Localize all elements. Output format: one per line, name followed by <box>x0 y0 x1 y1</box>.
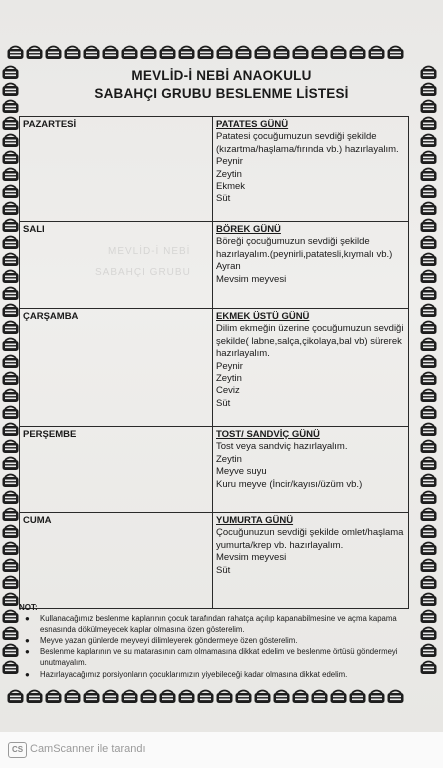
lunchbox-icon <box>177 44 196 61</box>
menu-cell <box>213 309 409 427</box>
lunchbox-icon <box>1 370 20 387</box>
menu-item: Ceviz <box>216 385 240 397</box>
lunchbox-icon <box>272 44 291 61</box>
lunchbox-icon <box>419 149 438 166</box>
lunchbox-border-bottom <box>6 688 405 705</box>
lunchbox-icon <box>1 557 20 574</box>
menu-item: Süt <box>216 193 231 205</box>
day-cell: SALI <box>20 222 213 309</box>
lunchbox-icon <box>120 44 139 61</box>
lunchbox-icon <box>1 200 20 217</box>
menu-day-title: YUMURTA GÜNÜ <box>216 515 294 526</box>
menu-item: Zeytin <box>216 373 242 385</box>
lunchbox-icon <box>310 44 329 61</box>
lunchbox-icon <box>1 234 20 251</box>
menu-item: Peynir <box>216 360 243 372</box>
lunchbox-icon <box>101 688 120 705</box>
lunchbox-icon <box>82 44 101 61</box>
lunchbox-icon <box>6 688 25 705</box>
lunchbox-icon <box>63 44 82 61</box>
lunchbox-icon <box>1 489 20 506</box>
lunchbox-icon <box>419 455 438 472</box>
lunchbox-icon <box>1 319 20 336</box>
lunchbox-icon <box>1 455 20 472</box>
bleed-through-text: SABAHÇI GRUBU <box>95 267 191 278</box>
day-cell: CUMA <box>20 513 213 609</box>
menu-item: Tost veya sandviç hazırlayalım. <box>216 441 348 453</box>
bullet-icon: ● <box>25 647 30 657</box>
lunchbox-icon <box>1 302 20 319</box>
menu-row <box>20 222 409 309</box>
lunchbox-icon <box>310 688 329 705</box>
lunchbox-icon <box>101 44 120 61</box>
lunchbox-icon <box>139 688 158 705</box>
menu-row <box>20 513 409 609</box>
lunchbox-icon <box>419 336 438 353</box>
list-title: SABAHÇI GRUBU BESLENME LİSTESİ <box>94 86 349 101</box>
menu-item: Mevsim meyvesi <box>216 552 287 564</box>
menu-item: Süt <box>216 397 231 409</box>
menu-item: Böreği çocuğumuzun sevdiği şekilde hazırlayalım.(peynirli,patatesli,kıymalı vb.) <box>216 236 393 260</box>
lunchbox-icon <box>1 387 20 404</box>
lunchbox-icon <box>419 659 438 676</box>
lunchbox-icon <box>419 642 438 659</box>
lunchbox-icon <box>1 217 20 234</box>
note-text: Kullanacağımız beslenme kaplarının çocuk tarafından rahatça açılıp kapanabilmesine ve açma kapama esnasında dökülmeyecek kaplar olmasına özen gösterelim. <box>40 614 397 635</box>
lunchbox-icon <box>419 387 438 404</box>
camscanner-logo: CS <box>8 742 27 758</box>
school-name: MEVLİD-İ NEBİ ANAOKULU <box>131 68 312 83</box>
lunchbox-icon <box>272 688 291 705</box>
lunchbox-icon <box>25 44 44 61</box>
lunchbox-icon <box>1 506 20 523</box>
bleed-through-text: MEVLİD-İ NEBİ <box>108 246 191 257</box>
lunchbox-icon <box>419 506 438 523</box>
lunchbox-icon <box>419 489 438 506</box>
menu-item: Patatesi çocuğumuzun sevdiği şekilde (kızartma/haşlama/fırında vb.) hazırlayalım. <box>216 131 399 155</box>
menu-cell <box>213 513 409 609</box>
lunchbox-icon <box>1 336 20 353</box>
lunchbox-icon <box>6 44 25 61</box>
lunchbox-icon <box>253 44 272 61</box>
lunchbox-icon <box>196 688 215 705</box>
lunchbox-icon <box>291 688 310 705</box>
scanner-watermark-text: CamScanner ile tarandı <box>30 743 146 755</box>
lunchbox-icon <box>419 523 438 540</box>
lunchbox-icon <box>1 421 20 438</box>
lunchbox-icon <box>419 115 438 132</box>
lunchbox-icon <box>1 251 20 268</box>
lunchbox-icon <box>367 44 386 61</box>
lunchbox-icon <box>419 234 438 251</box>
lunchbox-icon <box>1 591 20 608</box>
menu-item: Ayran <box>216 261 241 273</box>
note-item <box>19 646 414 668</box>
note-text: Meyve yazan günlerde meyveyi dilimleyerek göndermeye özen gösterelim. <box>40 636 298 646</box>
bullet-icon: ● <box>25 636 30 646</box>
lunchbox-icon <box>1 438 20 455</box>
lunchbox-icon <box>1 523 20 540</box>
menu-item: Peynir <box>216 156 243 168</box>
menu-row <box>20 427 409 513</box>
lunchbox-icon <box>419 421 438 438</box>
notes-section <box>19 602 414 680</box>
menu-day-title: PATATES GÜNÜ <box>216 119 289 130</box>
lunchbox-icon <box>215 688 234 705</box>
lunchbox-icon <box>1 574 20 591</box>
lunchbox-icon <box>139 44 158 61</box>
note-text: Beslenme kaplarının ve su matarasının cam olmamasına dikkat edelim ve beslenme örtüsü göndermeyi unutmayalım. <box>40 647 398 668</box>
bullet-icon: ● <box>25 669 30 679</box>
lunchbox-icon <box>1 625 20 642</box>
lunchbox-icon <box>367 688 386 705</box>
lunchbox-icon <box>419 404 438 421</box>
lunchbox-icon <box>253 688 272 705</box>
lunchbox-icon <box>419 285 438 302</box>
lunchbox-icon <box>215 44 234 61</box>
lunchbox-icon <box>63 688 82 705</box>
menu-row <box>20 117 409 222</box>
lunchbox-icon <box>1 353 20 370</box>
lunchbox-icon <box>419 217 438 234</box>
lunchbox-icon <box>386 44 405 61</box>
menu-item: Ekmek <box>216 181 246 193</box>
lunchbox-icon <box>419 574 438 591</box>
menu-item: Kuru meyve (İncir/kayısı/üzüm vb.) <box>216 478 363 490</box>
menu-row <box>20 309 409 427</box>
lunchbox-icon <box>44 688 63 705</box>
menu-cell <box>213 117 409 222</box>
lunchbox-icon <box>120 688 139 705</box>
lunchbox-border-left <box>1 64 20 676</box>
lunchbox-icon <box>1 642 20 659</box>
menu-cell <box>213 427 409 513</box>
lunchbox-icon <box>419 251 438 268</box>
lunchbox-icon <box>158 44 177 61</box>
lunchbox-icon <box>419 591 438 608</box>
scanner-footer <box>0 732 443 768</box>
note-text: Hazırlayacağımız porsiyonların çocuklarımızın yiyebileceği kadar olmasına dikkat edelim. <box>40 669 348 679</box>
lunchbox-icon <box>386 688 405 705</box>
note-item <box>19 669 414 680</box>
menu-cell <box>213 222 409 309</box>
lunchbox-icon <box>419 625 438 642</box>
lunchbox-icon <box>1 183 20 200</box>
menu-item: Süt <box>216 564 231 576</box>
menu-item: Mevsim meyvesi <box>216 273 287 285</box>
menu-item: Çocuğunuzun sevdiği şekilde omlet/haşlama yumurta/krep vb. hazırlayalım. <box>216 527 404 551</box>
menu-day-title: EKMEK ÜSTÜ GÜNÜ <box>216 311 310 322</box>
note-item <box>19 613 414 635</box>
lunchbox-icon <box>419 319 438 336</box>
notes-title: NOT: <box>19 603 38 612</box>
lunchbox-icon <box>1 404 20 421</box>
menu-item: Meyve suyu <box>216 466 267 478</box>
menu-item: Zeytin <box>216 168 242 180</box>
lunchbox-icon <box>25 688 44 705</box>
lunchbox-icon <box>1 540 20 557</box>
lunchbox-icon <box>1 115 20 132</box>
lunchbox-icon <box>1 132 20 149</box>
lunchbox-icon <box>177 688 196 705</box>
lunchbox-icon <box>1 608 20 625</box>
lunchbox-icon <box>419 353 438 370</box>
lunchbox-icon <box>419 370 438 387</box>
lunchbox-icon <box>291 44 310 61</box>
lunchbox-icon <box>44 44 63 61</box>
lunchbox-icon <box>158 688 177 705</box>
lunchbox-icon <box>419 557 438 574</box>
lunchbox-icon <box>329 44 348 61</box>
lunchbox-icon <box>1 149 20 166</box>
lunchbox-icon <box>1 659 20 676</box>
lunchbox-icon <box>419 472 438 489</box>
menu-day-title: TOST/ SANDVİÇ GÜNÜ <box>216 429 320 440</box>
lunchbox-icon <box>1 166 20 183</box>
lunchbox-icon <box>419 268 438 285</box>
lunchbox-icon <box>419 438 438 455</box>
lunchbox-icon <box>348 44 367 61</box>
lunchbox-border-right <box>419 64 438 676</box>
lunchbox-icon <box>419 608 438 625</box>
bullet-icon: ● <box>25 614 30 624</box>
lunchbox-icon <box>234 44 253 61</box>
lunchbox-icon <box>419 540 438 557</box>
menu-day-title: BÖREK GÜNÜ <box>216 224 281 235</box>
day-cell: ÇARŞAMBA <box>20 309 213 427</box>
day-cell: PERŞEMBE <box>20 427 213 513</box>
day-cell: PAZARTESİ <box>20 117 213 222</box>
lunchbox-border-top <box>6 44 405 61</box>
lunchbox-icon <box>419 302 438 319</box>
lunchbox-icon <box>348 688 367 705</box>
menu-item: Dilim ekmeğin üzerine çocuğumuzun sevdiği şekilde( labne,salça,çikolaya,bal vb) sürerek hazırlayalım. <box>216 323 404 360</box>
lunchbox-icon <box>419 200 438 217</box>
lunchbox-icon <box>1 268 20 285</box>
lunchbox-icon <box>1 472 20 489</box>
lunchbox-icon <box>329 688 348 705</box>
lunchbox-icon <box>419 132 438 149</box>
menu-table <box>19 116 409 609</box>
lunchbox-icon <box>234 688 253 705</box>
lunchbox-icon <box>1 285 20 302</box>
menu-item: Zeytin <box>216 453 242 465</box>
lunchbox-icon <box>419 166 438 183</box>
lunchbox-icon <box>196 44 215 61</box>
lunchbox-icon <box>82 688 101 705</box>
lunchbox-icon <box>419 183 438 200</box>
note-item <box>19 635 414 646</box>
